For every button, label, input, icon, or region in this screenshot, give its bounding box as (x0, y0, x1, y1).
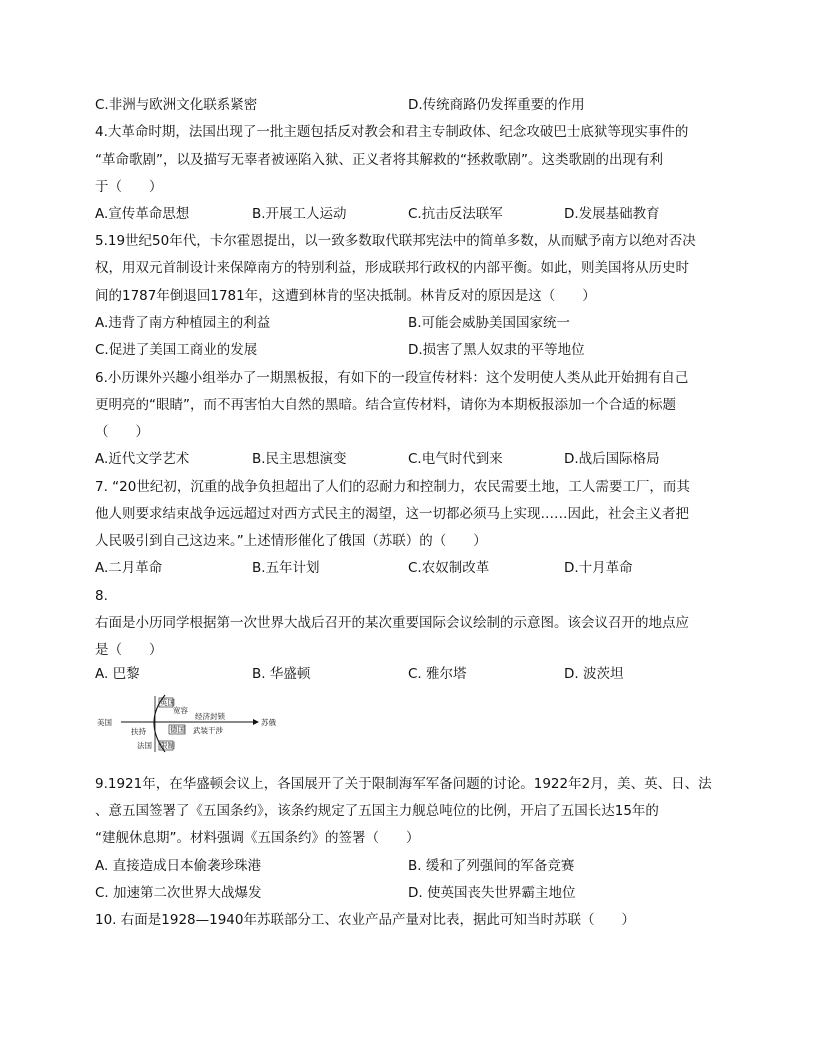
label-support: 扶持 (131, 727, 146, 736)
label-lenient: 宽容 (173, 706, 188, 715)
q9-option-b: B. 缓和了列强间的军备竞赛 (408, 858, 575, 874)
q5-stem-line: 权，用双元首制设计来保障南方的特别利益，形成联邦行政权的内部平衡。如此，则美国将从历史时 (95, 260, 689, 276)
q4-option-c: C.抗击反法联军 (408, 206, 503, 222)
q9-option-d: D. 使英国丧失世界霸主地位 (408, 885, 576, 901)
q3-option-d: D.传统商路仍发挥重要的作用 (408, 97, 585, 113)
q5-option-b: B.可能会威胁美国国家统一 (408, 315, 571, 331)
label-france: 法国 (137, 741, 152, 750)
q3-options (95, 96, 735, 114)
q4-option-b: B.开展工人运动 (252, 206, 347, 222)
q6-stem-line: 更明亮的“眼睛”，而不再害怕大自然的黑暗。结合宣传材料，请你为本期板报添加一个合适的标题 (95, 397, 676, 413)
q5-option-c: C.促进了美国工商业的发展 (95, 342, 258, 358)
q4-stem-line: “革命歌剧”，以及描写无辜者被诬陷入狱、正义者将其解救的“拯救歌剧”。这类歌剧的出现有利 (95, 152, 663, 168)
q5-stem-line: 5.19世纪50年代，卡尔霍恩提出，以一致多数取代联邦宪法中的简单多数，从而赋予南方以绝对否决 (95, 233, 696, 249)
q5-options-row-2 (95, 341, 735, 359)
q6-option-d: D.战后国际格局 (564, 451, 660, 467)
q6-option-a: A.近代文学艺术 (95, 451, 190, 467)
q9-option-c: C. 加速第二次世界大战爆发 (95, 885, 262, 901)
label-economic-blockade: 经济封锁 (195, 712, 225, 721)
q7-stem-line: 他人则要求结束战争远远超过对西方式民主的渴望，这一切都必须马上实现……因此，社会主义者把 (95, 506, 689, 522)
q5-options-row-1 (95, 314, 735, 332)
q7-option-d: D.十月革命 (564, 560, 633, 576)
q8-option-a: A. 巴黎 (95, 666, 140, 682)
q9-stem-line: 9.1921年，在华盛顿会议上，各国展开了关于限制海军军备问题的讨论。1922年2月，美、英、日、法 (95, 776, 712, 792)
q8-conference-diagram (95, 690, 285, 760)
q10-stem-line: 10. 右面是1928—1940年苏联部分工、农业产品产量对比表，据此可知当时苏联（ ） (95, 912, 635, 928)
q8-options (95, 665, 735, 683)
q7-options (95, 559, 735, 577)
q8-stem-line: 是（ ） (95, 642, 163, 658)
q8-stem-line: 右面是小历同学根据第一次世界大战后召开的某次重要国际会议绘制的示意图。该会议召开的地点应 (95, 615, 689, 631)
q4-options (95, 205, 735, 223)
q5-stem-line: 间的1787年倒退回1781年，这遭到林肯的坚决抵制。林肯反对的原因是这（ ） (95, 288, 596, 304)
label-armed-intervention: 武装干涉 (193, 726, 223, 735)
q8-option-d: D. 波茨坦 (564, 666, 624, 682)
q9-options-row-1 (95, 857, 735, 875)
label-germany: 德国 (170, 725, 185, 734)
q9-option-a: A. 直接造成日本偷袭珍珠港 (95, 858, 262, 874)
q4-stem-line: 于（ ） (95, 179, 163, 195)
label-usa: 美国 (97, 718, 112, 727)
q7-option-b: B.五年计划 (252, 560, 320, 576)
q9-stem-line: 、意五国签署了《五国条约》，该条约规定了五国主力舰总吨位的比例，开启了五国长达15年的 (95, 803, 659, 819)
q8-option-c: C. 雅尔塔 (408, 666, 467, 682)
q7-stem-line: 7. “20世纪初，沉重的战争负担超出了人们的忍耐力和控制力，农民需要土地，工人需要工厂，而其 (95, 479, 690, 495)
q7-stem-line: 人民吸引到自己这边来。”上述情形催化了俄国（苏联）的（ ） (95, 533, 487, 549)
q8-option-b: B. 华盛顿 (252, 666, 311, 682)
q7-option-a: A.二月革命 (95, 560, 163, 576)
q6-stem-line: （ ） (95, 424, 149, 440)
q8-number: 8. (95, 588, 108, 604)
q6-option-b: B.民主思想演变 (252, 451, 347, 467)
q6-options (95, 450, 735, 468)
q5-option-a: A.违背了南方种植园主的利益 (95, 315, 271, 331)
q7-option-c: C.农奴制改革 (408, 560, 490, 576)
label-limit: 限制 (160, 741, 175, 750)
q9-options-row-2 (95, 884, 735, 902)
label-soviet: 苏俄 (261, 718, 276, 727)
q4-option-a: A.宣传革命思想 (95, 206, 190, 222)
q6-stem-line: 6.小历课外兴趣小组举办了一期黑板报，有如下的一段宣传材料：这个发明使人类从此开始拥有自己 (95, 370, 689, 386)
label-uk: 英国 (160, 698, 175, 707)
q5-option-d: D.损害了黑人奴隶的平等地位 (408, 342, 585, 358)
q3-option-c: C.非洲与欧洲文化联系紧密 (95, 97, 258, 113)
q4-option-d: D.发展基础教育 (564, 206, 660, 222)
arrow-head-icon (253, 719, 259, 725)
q6-option-c: C.电气时代到来 (408, 451, 503, 467)
q4-stem-line: 4.大革命时期，法国出现了一批主题包括反对教会和君主专制政体、纪念攻破巴士底狱等现实事件的 (95, 124, 689, 140)
q9-stem-line: “建舰休息期”。材料强调《五国条约》的签署（ ） (95, 830, 420, 846)
